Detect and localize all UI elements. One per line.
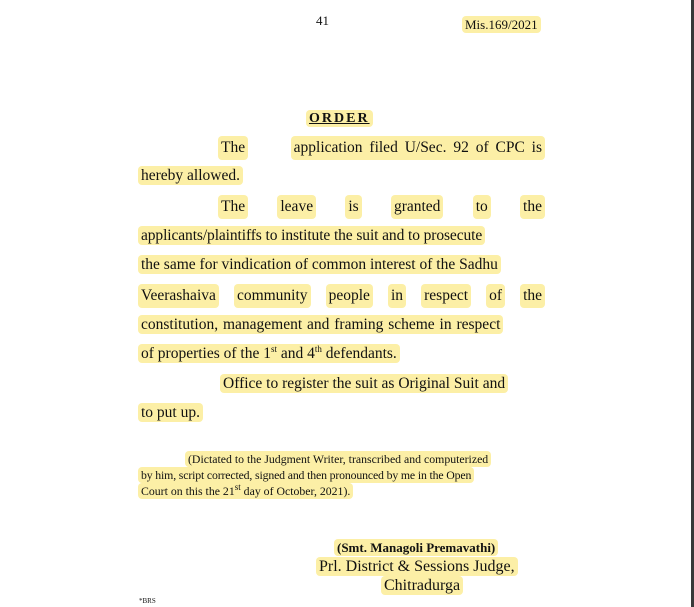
order-para1-line2: hereby allowed. (138, 165, 545, 187)
order-para3-line1: Office to register the suit as Original Suit and (220, 373, 545, 395)
dictation-note-line2: by him, script corrected, signed and then pronounced by me in the Open (138, 467, 545, 483)
order-para3-line2: to put up. (138, 402, 545, 424)
judge-designation: Prl. District & Sessions Judge, (316, 558, 518, 576)
dictation-note-line1: (Dictated to the Judgment Writer, transcribed and computerized (138, 451, 545, 467)
typist-initials: *BRS (139, 597, 156, 605)
order-para2-line4: Veerashaiva community people in respect of the (138, 284, 545, 308)
order-para1-line1: The application filed U/Sec. 92 of CPC is (218, 136, 545, 160)
order-para2-line2: applicants/plaintiffs to institute the suit and to prosecute (138, 225, 545, 247)
order-para2-line6: of properties of the 1st and 4th defendants. (138, 343, 545, 365)
order-para2-line1: The leave is granted to the (218, 195, 545, 219)
judge-name: (Smt. Managoli Premavathi) (334, 540, 498, 556)
case-number: Mis.169/2021 (462, 17, 541, 33)
page-number: 41 (316, 13, 329, 28)
court-place: Chitradurga (381, 577, 463, 595)
order-para2-line3: the same for vindication of common interest of the Sadhu (138, 254, 545, 276)
order-title: ORDER (306, 111, 373, 127)
order-para2-line5: constitution, management and framing scheme in respect (138, 314, 545, 336)
dictation-note-line3: Court on this the 21st day of October, 2021). (138, 483, 545, 499)
